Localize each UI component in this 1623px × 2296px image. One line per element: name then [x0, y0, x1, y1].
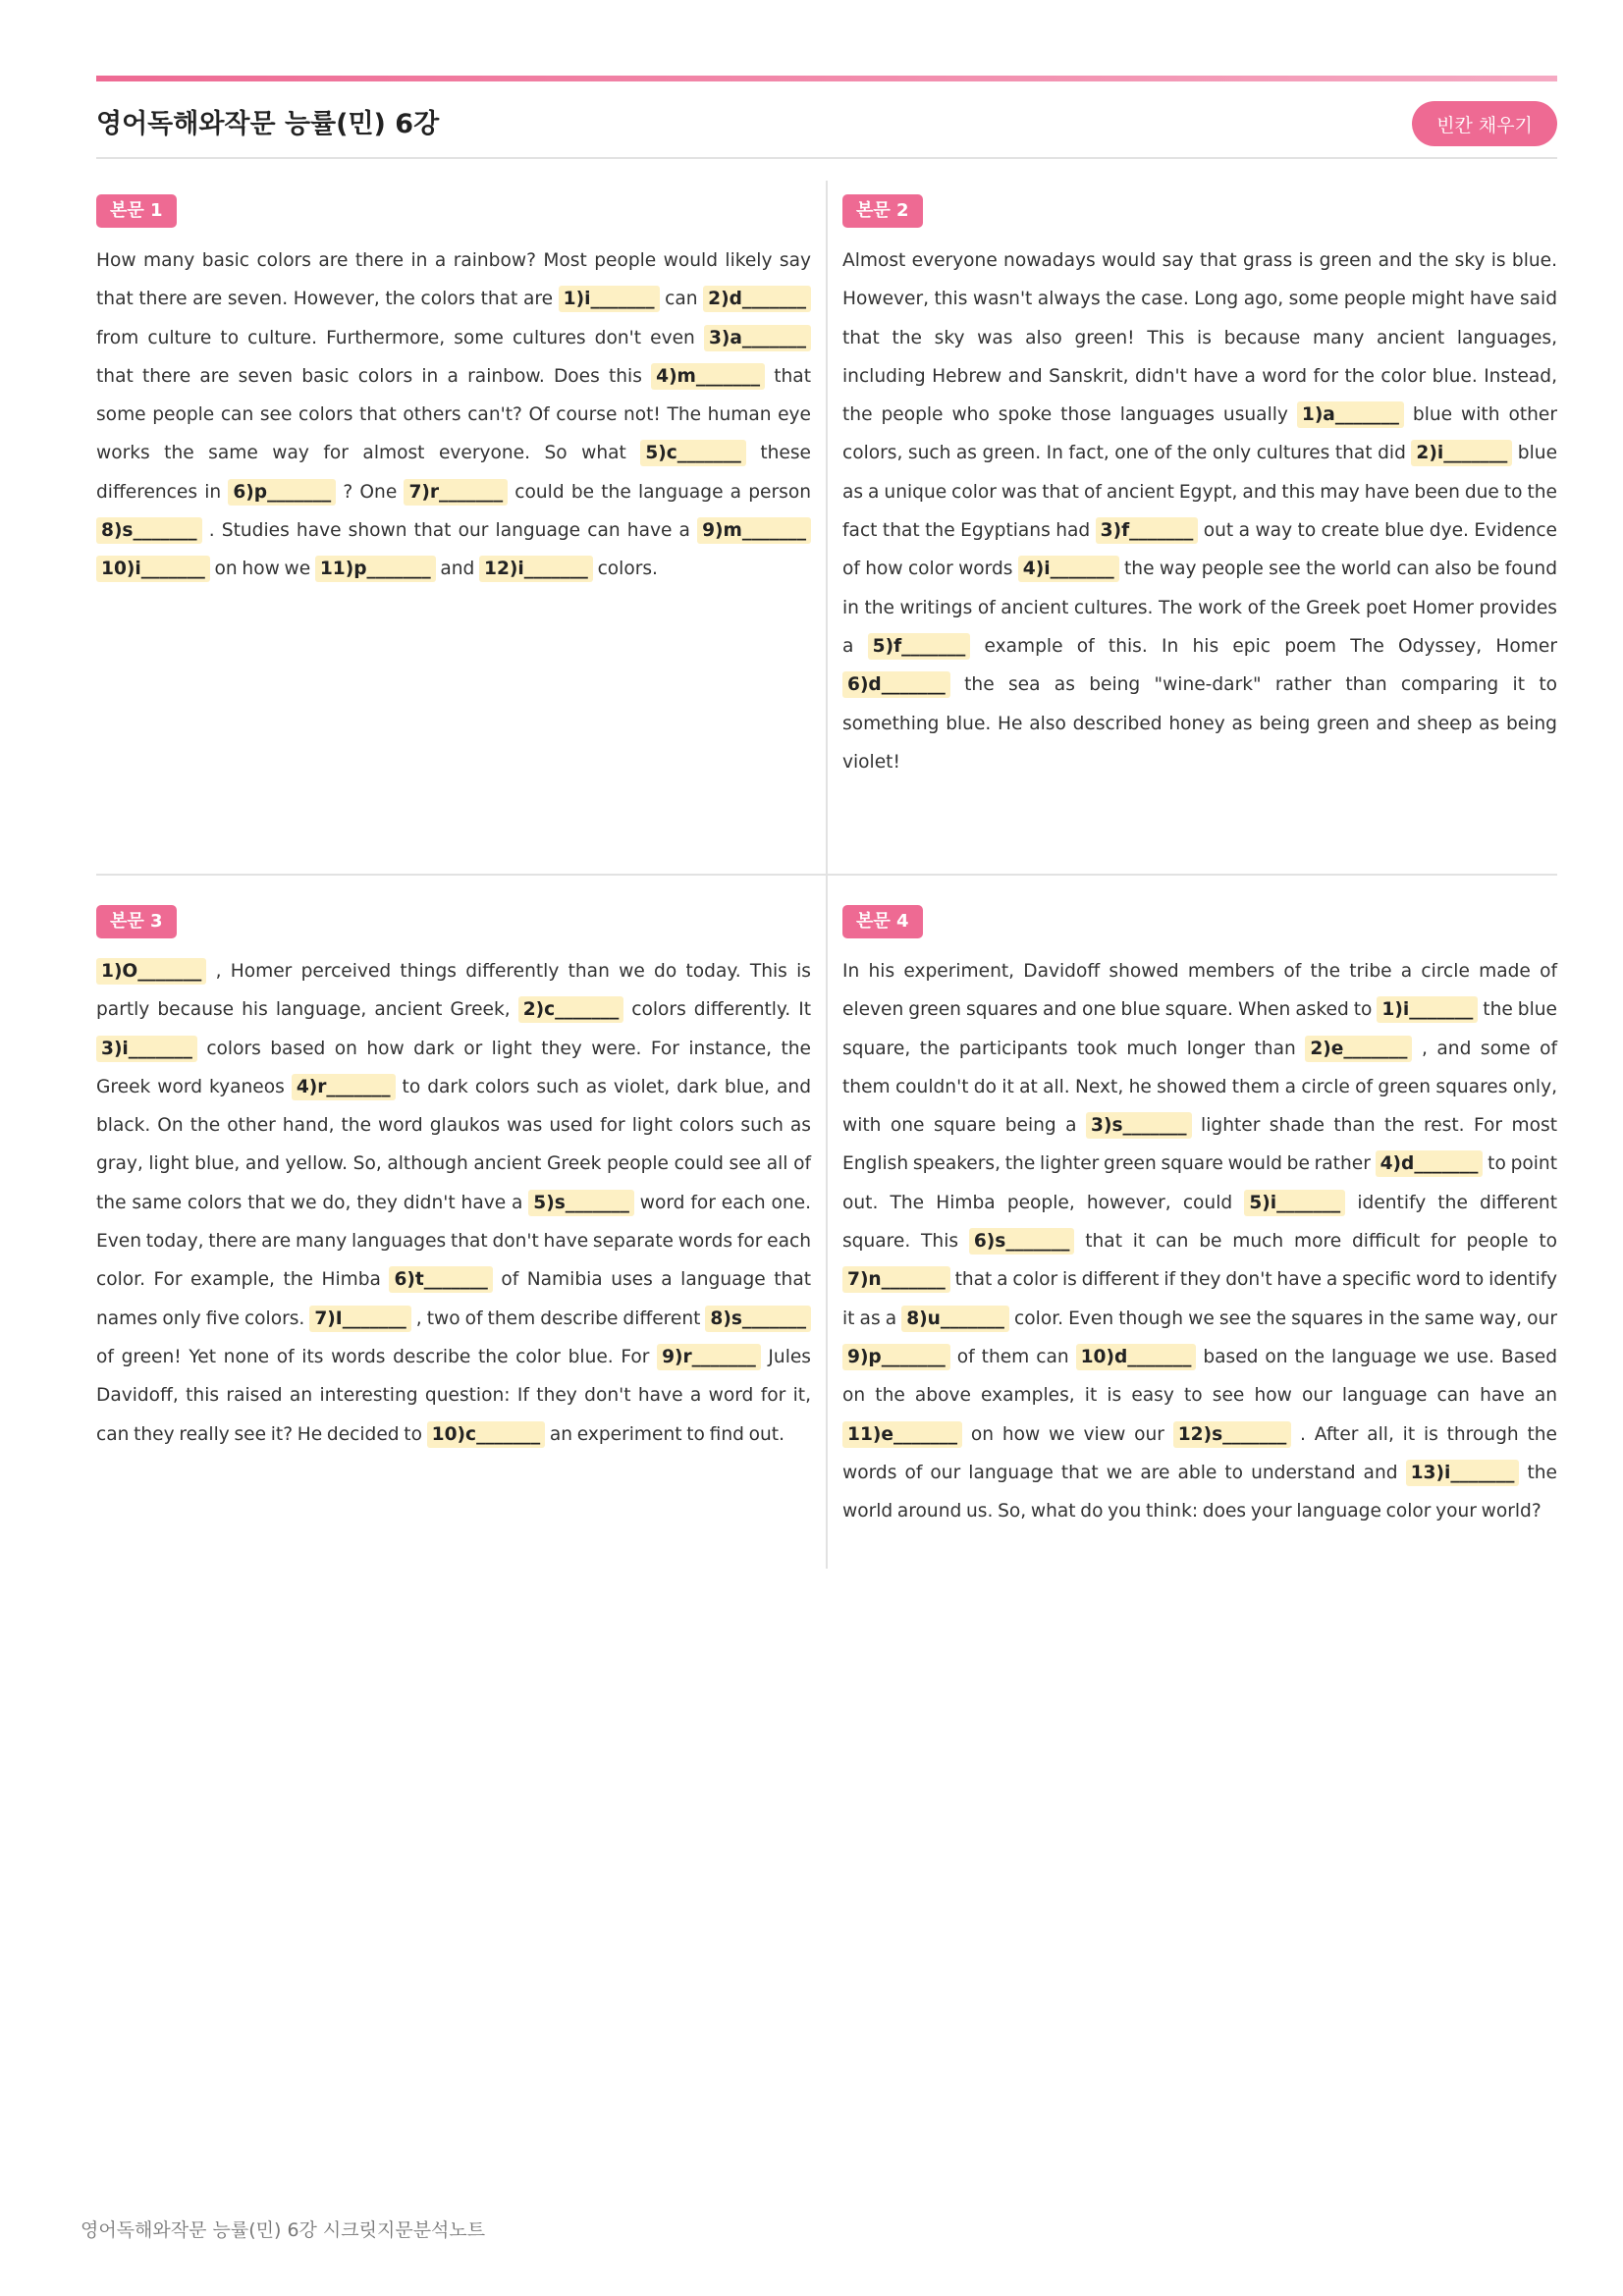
fill-in-blank[interactable]: 9)m_______	[697, 517, 811, 544]
passage-text-run: out a way to create blue dye. Evidence of how color words	[842, 520, 1557, 580]
fill-in-blank[interactable]: 8)s_______	[705, 1306, 811, 1332]
fill-in-blank[interactable]: 1)a_______	[1297, 401, 1404, 428]
fill-in-blank[interactable]: 2)i_______	[1411, 440, 1512, 466]
passage-text-run: from culture to culture. Furthermore, some cultures don't even	[96, 327, 704, 348]
fill-in-blank[interactable]: 2)d_______	[703, 286, 811, 312]
fill-in-blank[interactable]: 4)r_______	[292, 1074, 396, 1100]
passage-text-run: the blue square, the participants took much longer than	[842, 999, 1557, 1059]
fill-in-blank[interactable]: 2)e_______	[1305, 1036, 1412, 1062]
header-divider	[96, 157, 1557, 159]
fill-in-blank[interactable]: 6)d_______	[842, 671, 950, 698]
fill-in-blank[interactable]: 12)s_______	[1173, 1421, 1292, 1448]
passage-text-run: , two of them describe different	[410, 1308, 706, 1329]
passage-text-run: of Namibia uses a language that names only five colors.	[96, 1269, 811, 1329]
fill-in-blank[interactable]: 6)s_______	[969, 1228, 1075, 1255]
passage-text-run: , Homer perceived things differently than we do today. This is partly because his language, ancient Greek,	[96, 961, 811, 1021]
fill-in-blank[interactable]: 8)s_______	[96, 517, 202, 544]
passage-text-run: identify the different square. This	[842, 1192, 1557, 1253]
passage-text-run: lighter shade than the rest. For most English speakers, the lighter green square would be rather	[842, 1115, 1557, 1175]
page-footer: 영어독해와작문 능률(민) 6강 시크릿지문분석노트	[81, 2219, 486, 2241]
fill-in-blank[interactable]: 4)m_______	[651, 363, 765, 390]
fill-in-blank[interactable]: 3)s_______	[1086, 1112, 1192, 1139]
passage-text-run: of green! Yet none of its words describe the color blue. For	[96, 1346, 658, 1367]
passage-text-run: based on the language we use. Based on the above examples, it is easy to see how our language can have an	[842, 1346, 1557, 1407]
passage-text-run: colors differently. It	[623, 999, 812, 1021]
fill-in-blank[interactable]: 3)a_______	[704, 325, 811, 351]
passage-text-run: Almost everyone nowadays would say that grass is green and the sky is blue. However, this wasn't always the case. Long ago, some people might have said that the sky was also green! This is because many ancient languages, including Hebrew and Sanskrit, didn't have a word for the color blue. Instead, the people who spoke those languages usually	[842, 250, 1557, 426]
passage-text-run: How many basic colors are there in a rainbow? Most people would likely say that there are seven. However, the colors that are	[96, 250, 811, 310]
passage-text-run: on how we view our	[962, 1423, 1173, 1445]
passage-text-run: that a color is different if they don't have a specific word to identify it as a	[842, 1269, 1557, 1329]
passage-text-run: can	[659, 289, 704, 310]
fill-in-blank[interactable]: 9)r_______	[657, 1344, 761, 1370]
passage-text-run: that some people can see colors that others can't? Of course not! The human eye works the same way for almost everyone. So what	[96, 365, 811, 464]
fill-in-blank[interactable]: 1)i_______	[559, 286, 660, 312]
passage-1	[96, 194, 811, 607]
passage-text	[96, 241, 811, 589]
fill-in-blank[interactable]: 1)O_______	[96, 958, 206, 985]
fill-in-blank[interactable]: 10)c_______	[427, 1421, 545, 1448]
passage-text-run: the way people see the world can also be found in the writings of ancient cultures. The work of the Greek poet Homer provides a	[842, 559, 1557, 657]
fill-in-blank[interactable]: 7)I_______	[309, 1306, 410, 1332]
fill-in-blank[interactable]: 3)i_______	[96, 1036, 197, 1062]
passage-text-run: word for each one. Even today, there are many languages that don't have separate words for each color. For example, the Himba	[96, 1192, 811, 1291]
passage-text	[96, 952, 811, 1454]
fill-in-blank[interactable]: 5)s_______	[528, 1190, 634, 1216]
passage-label: 본문 2	[842, 194, 923, 228]
passage-label: 본문 1	[96, 194, 177, 228]
passage-3	[96, 905, 811, 1471]
fill-in-blank[interactable]: 13)i_______	[1406, 1460, 1520, 1486]
passage-text-run: the world around us. So, what do you think: does your language color your world?	[842, 1462, 1557, 1522]
fill-in-blank[interactable]: 5)c_______	[640, 440, 746, 466]
passage-label: 본문 3	[96, 905, 177, 938]
passage-text-run: and	[435, 559, 480, 580]
column-divider-bottom	[826, 876, 828, 1569]
passage-text-run: colors.	[592, 559, 658, 580]
passage-text-run: on how we	[209, 559, 315, 580]
header-accent-bar	[96, 76, 1557, 81]
passage-text-run: of them can	[949, 1346, 1076, 1367]
passage-2	[842, 194, 1557, 800]
fill-in-blank[interactable]: 4)i_______	[1018, 556, 1119, 582]
fill-in-blank[interactable]: 7)r_______	[404, 479, 508, 506]
fill-in-blank[interactable]: 12)i_______	[479, 556, 593, 582]
fill-in-blank[interactable]: 5)i_______	[1244, 1190, 1345, 1216]
fill-in-blank[interactable]: 6)t_______	[389, 1266, 492, 1293]
fill-in-blank[interactable]: 3)f_______	[1096, 517, 1199, 544]
fill-in-blank[interactable]: 9)p_______	[842, 1344, 950, 1370]
fill-in-blank[interactable]: 5)f_______	[868, 633, 971, 660]
fill-in-blank[interactable]: 11)p_______	[315, 556, 436, 582]
passage-text-run: In his experiment, Davidoff showed members of the tribe a circle made of eleven green squares and one blue square. When asked to	[842, 961, 1557, 1021]
passage-text-run: could be the language a person	[508, 481, 811, 503]
passage-text-run: that it can be much more difficult for people to	[1074, 1231, 1557, 1253]
page-title: 영어독해와작문 능률(민) 6강	[96, 109, 440, 139]
worksheet-type-badge: 빈칸 채우기	[1412, 101, 1557, 146]
passage-text-run: blue as a unique color was that of ancient Egypt, and this may have been due to the fact that the Egyptians had	[842, 443, 1558, 542]
passage-text-run: colors based on how dark or light they were. For instance, the Greek word kyaneos	[96, 1038, 811, 1097]
passage-text-run: Jules Davidoff, this raised an interesting question: If they don't have a word for it, can they really see it? He decided to	[96, 1346, 811, 1445]
column-divider-top	[826, 181, 828, 874]
fill-in-blank[interactable]: 8)u_______	[901, 1306, 1009, 1332]
fill-in-blank[interactable]: 4)d_______	[1376, 1150, 1484, 1177]
passage-4	[842, 905, 1557, 1549]
passage-text-run: . Studies have shown that our language can have a	[201, 520, 698, 542]
passage-text-run: blue with other colors, such as green. In fact, one of the only cultures that did	[842, 404, 1557, 464]
passage-text-run: an experiment to find out.	[545, 1423, 785, 1445]
fill-in-blank[interactable]: 11)e_______	[842, 1421, 962, 1448]
passage-text-run: color. Even though we see the squares in the same way, our	[1008, 1308, 1557, 1329]
passage-text	[842, 241, 1557, 781]
passage-text-run: example of this. In his epic poem The Odyssey, Homer	[970, 635, 1557, 657]
passage-text-run: the sea as being "wine-dark" rather than comparing it to something blue. He also described honey as being green and sheep as being violet!	[842, 674, 1557, 773]
passage-label: 본문 4	[842, 905, 923, 938]
passage-text-run: . After all, it is through the words of our language that we are able to understand and	[842, 1423, 1557, 1483]
fill-in-blank[interactable]: 2)c_______	[518, 996, 624, 1023]
fill-in-blank[interactable]: 10)i_______	[96, 556, 210, 582]
passage-text-run: ? One	[336, 481, 405, 503]
passage-text-run: these differences in	[96, 443, 811, 503]
passage-text	[842, 952, 1557, 1530]
passage-text-run: to dark colors such as violet, dark blue, and black. On the other hand, the word glaukos was used for light colors such as gray, light blue, and yellow. So, although ancient Greek people could see all of the same colors that we do, they didn't have a	[96, 1076, 811, 1213]
fill-in-blank[interactable]: 7)n_______	[842, 1266, 950, 1293]
passage-text-run: that there are seven basic colors in a rainbow. Does this	[96, 365, 652, 387]
fill-in-blank[interactable]: 6)p_______	[228, 479, 336, 506]
passage-text-run: , and some of them couldn't do it at all. Next, he showed them a circle of green squares only, with one square being a	[842, 1038, 1557, 1137]
passage-text-run: to point out. The Himba people, however, could	[842, 1153, 1557, 1213]
fill-in-blank[interactable]: 10)d_______	[1076, 1344, 1197, 1370]
fill-in-blank[interactable]: 1)i_______	[1377, 996, 1478, 1023]
